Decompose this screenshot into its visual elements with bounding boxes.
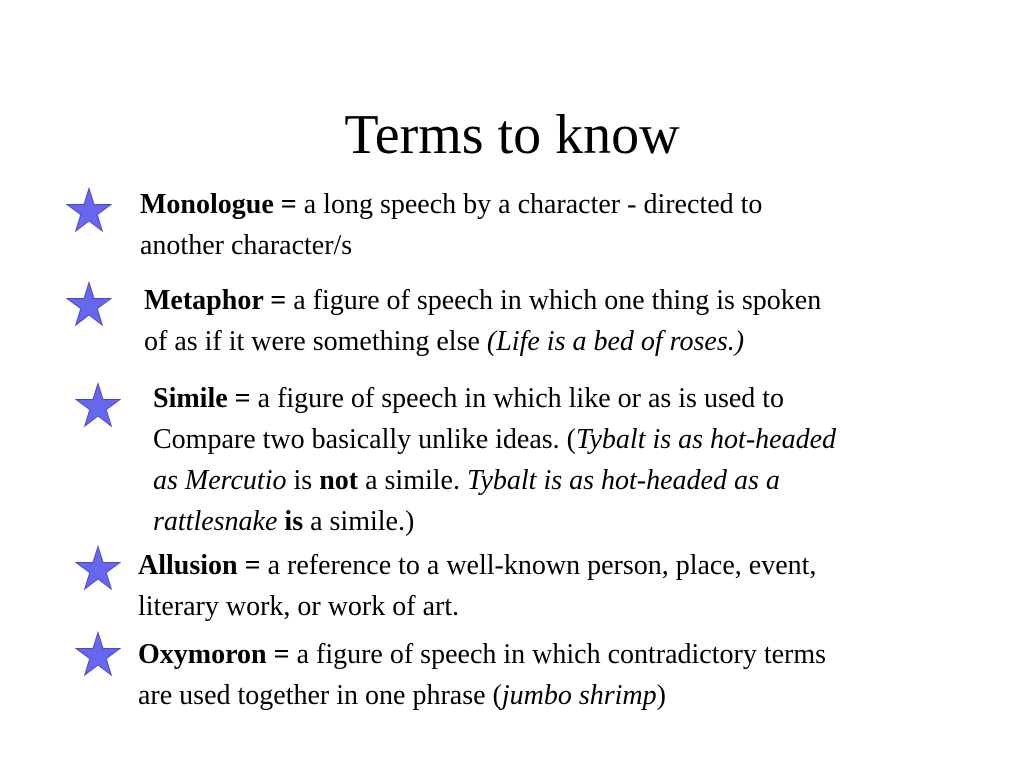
term-line: [144, 280, 821, 321]
term-line: [153, 460, 836, 501]
term-allusion: [138, 545, 816, 627]
term-name: Oxymoron: [138, 639, 267, 670]
star-icon: [75, 382, 121, 428]
term-example: Tybalt is as hot-headed: [576, 424, 837, 455]
term-oxymoron: [138, 634, 826, 716]
star-icon: [66, 187, 112, 233]
term-definition: Compare two basically unlike ideas. (: [153, 424, 576, 455]
term-metaphor: [144, 280, 821, 362]
term-definition: are used together in one phrase (: [138, 680, 502, 711]
term-equals: =: [266, 639, 290, 670]
term-example: jumbo shrimp: [501, 680, 657, 711]
term-definition: literary work, or work of art.: [138, 591, 460, 622]
term-equals: =: [237, 550, 261, 581]
term-name: Monologue: [140, 189, 274, 220]
term-emphasis: is: [284, 506, 304, 537]
term-line: [144, 321, 821, 362]
term-definition: a simile.: [358, 465, 467, 496]
term-equals: =: [227, 383, 251, 414]
term-line: [138, 634, 826, 675]
term-example: (Life is a bed of roses.): [486, 326, 745, 357]
term-line: [138, 675, 826, 716]
term-definition: ): [656, 680, 666, 711]
term-definition: a simile.): [303, 506, 415, 537]
star-icon: [66, 281, 112, 327]
term-definition: another character/s: [140, 230, 353, 261]
term-equals: =: [273, 189, 297, 220]
term-example: as Mercutio: [153, 465, 287, 496]
term-line: [153, 501, 836, 542]
term-line: [140, 184, 762, 225]
star-icon: [75, 545, 121, 591]
term-monologue: [140, 184, 762, 266]
term-line: [153, 419, 836, 460]
term-name: Metaphor: [144, 285, 264, 316]
term-emphasis: not: [319, 465, 359, 496]
term-example: rattlesnake: [153, 506, 278, 537]
term-name: Simile: [153, 383, 228, 414]
star-icon: [75, 631, 121, 677]
term-definition: a figure of speech in which like or as is used to: [250, 383, 785, 414]
term-simile: [153, 378, 836, 542]
term-definition: a figure of speech in which one thing is spoken: [286, 285, 822, 316]
term-definition: is: [286, 465, 320, 496]
term-definition: a long speech by a character - directed to: [296, 189, 763, 220]
term-equals: =: [263, 285, 287, 316]
slide-title: Terms to know: [344, 104, 680, 166]
term-line: [153, 378, 836, 419]
term-line: [138, 545, 816, 586]
term-example: Tybalt is as hot-headed as a: [466, 465, 780, 496]
term-definition: a reference to a well-known person, place, event,: [260, 550, 817, 581]
term-definition: a figure of speech in which contradictory terms: [289, 639, 827, 670]
term-name: Allusion: [138, 550, 238, 581]
term-definition: of as if it were something else: [144, 326, 487, 357]
